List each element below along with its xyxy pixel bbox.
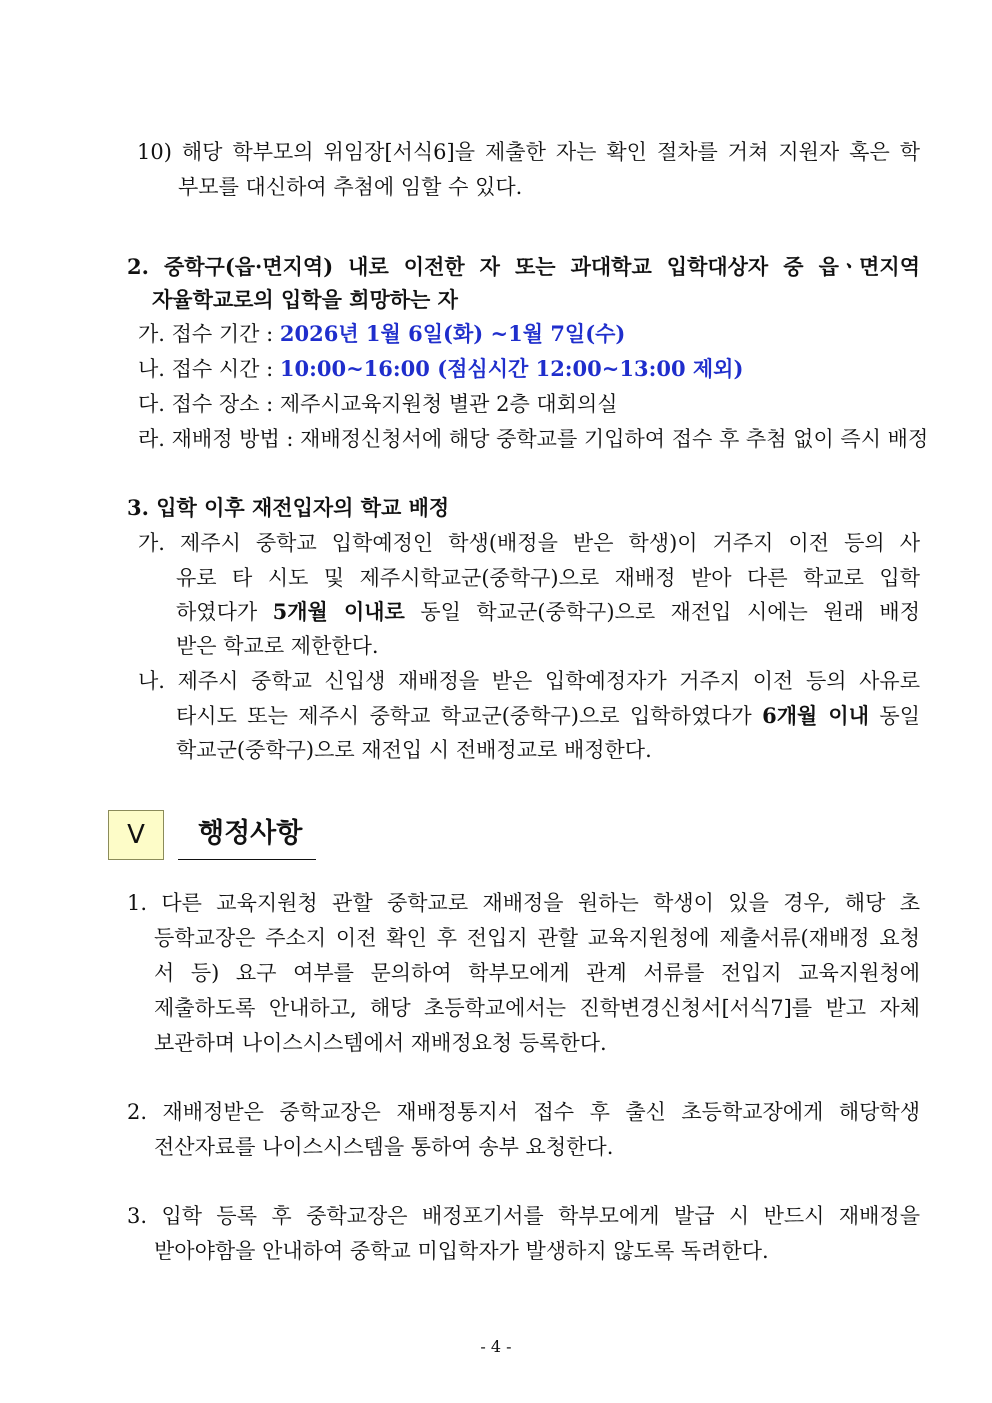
section-2-item-na (138, 355, 743, 383)
ga-line-3-text-b: 동일 학교군(중학구)으로 재전입 시에는 원래 배정 (404, 600, 920, 624)
section-2-heading-line-2: 자율학교로의 입학을 희망하는 자 (152, 287, 458, 312)
section-2-item-ra: 라. 재배정 방법 : 재배정신청서에 해당 중학교를 기입하여 접수 후 추첨 없이 즉시 배정 (138, 427, 929, 451)
section-3-heading: 3. 입학 이후 재전입자의 학교 배정 (127, 495, 450, 520)
section-5-numeral-box: Ⅴ (108, 810, 164, 860)
item-10-text-a: 10) 해당 학부모의 위임장 (137, 140, 385, 164)
item-10-line-2: 부모를 대신하여 추첨에 임할 수 있다. (178, 175, 523, 199)
admin-item-1-line-5: 보관하며 나이스시스템에서 재배정요청 등록한다. (154, 1031, 607, 1055)
section-2-item-ga (138, 320, 625, 348)
na-line-2-text-a: 타시도 또는 제주시 중학교 학교군(중학구)으로 입학하였다가 (176, 704, 763, 728)
section-2-item-da: 다. 접수 장소 : 제주시교육지원청 별관 2층 대회의실 (138, 392, 618, 416)
ga-line-3-emphasis: 5개월 이내로 (272, 599, 405, 624)
value-reception-time: 10:00~16:00 (점심시간 12:00~13:00 제외) (279, 356, 744, 381)
value-reception-period: 2026년 1월 6일(화) ~1월 7일(수) (279, 321, 626, 346)
ga-line-3-text-a: 하였다가 (176, 600, 273, 624)
admin-item-1-line-2: 등학교장은 주소지 이전 확인 후 전입지 관할 교육지원청에 제출서류(재배정 요청 (154, 926, 920, 950)
section-3-ga-line-1: 가. 제주시 중학교 입학예정인 학생(배정을 받은 학생)이 거주지 이전 등의 사 (138, 531, 920, 555)
form-reference: [서식6] (384, 140, 455, 164)
admin-item-3-line-1: 3. 입학 등록 후 중학교장은 배정포기서를 학부모에게 발급 시 반드시 재배정을 (127, 1204, 920, 1228)
section-3-ga-line-4: 받은 학교로 제한한다. (176, 634, 379, 658)
admin-item-2-line-1: 2. 재배정받은 중학교장은 재배정통지서 접수 후 출신 초등학교장에게 해당학생 (127, 1100, 920, 1124)
admin-item-1-line-4: 제출하도록 안내하고, 해당 초등학교에서는 진학변경신청서[서식7]를 받고 자체 (154, 996, 920, 1020)
admin-item-2-line-2: 전산자료를 나이스시스템을 통하여 송부 요청한다. (154, 1135, 614, 1159)
section-5-title: 행정사항 (198, 818, 303, 849)
item-10-text-b: 을 제출한 자는 확인 절차를 거쳐 지원자 혹은 학 (454, 140, 920, 164)
label-reception-time: 나. 접수 시간 : (138, 357, 280, 381)
section-3-na-line-2 (176, 702, 920, 730)
admin-item-1-line-1: 1. 다른 교육지원청 관할 중학교로 재배정을 원하는 학생이 있을 경우, 해당 초 (127, 891, 920, 915)
admin-item-3-line-2: 받아야함을 안내하여 중학교 미입학자가 발생하지 않도록 독려한다. (154, 1239, 769, 1263)
section-3-na-line-1: 나. 제주시 중학교 신입생 재배정을 받은 입학예정자가 거주지 이전 등의 사유로 (138, 669, 920, 693)
admin-item-1-line-3: 서 등) 요구 여부를 문의하여 학부모에게 관계 서류를 전입지 교육지원청에 (154, 961, 920, 985)
na-line-2-text-b: 동일 (868, 704, 920, 728)
na-line-2-emphasis: 6개월 이내 (762, 703, 869, 728)
section-3-na-line-3: 학교군(중학구)으로 재전입 시 전배정교로 배정한다. (176, 738, 652, 762)
section-5-title-underline (178, 814, 316, 860)
section-3-ga-line-3 (176, 598, 920, 626)
item-10-line-1 (137, 138, 920, 166)
section-2-heading-line-1: 2. 중학구(읍·면지역) 내로 이전한 자 또는 과대학교 입학대상자 중 읍ㆍ면지역 (127, 254, 920, 279)
page-number: - 4 - (480, 1337, 512, 1356)
label-reception-period: 가. 접수 기간 : (138, 322, 280, 346)
section-3-ga-line-2: 유로 타 시도 및 제주시학교군(중학구)으로 재배정 받아 다른 학교로 입학 (176, 566, 920, 590)
